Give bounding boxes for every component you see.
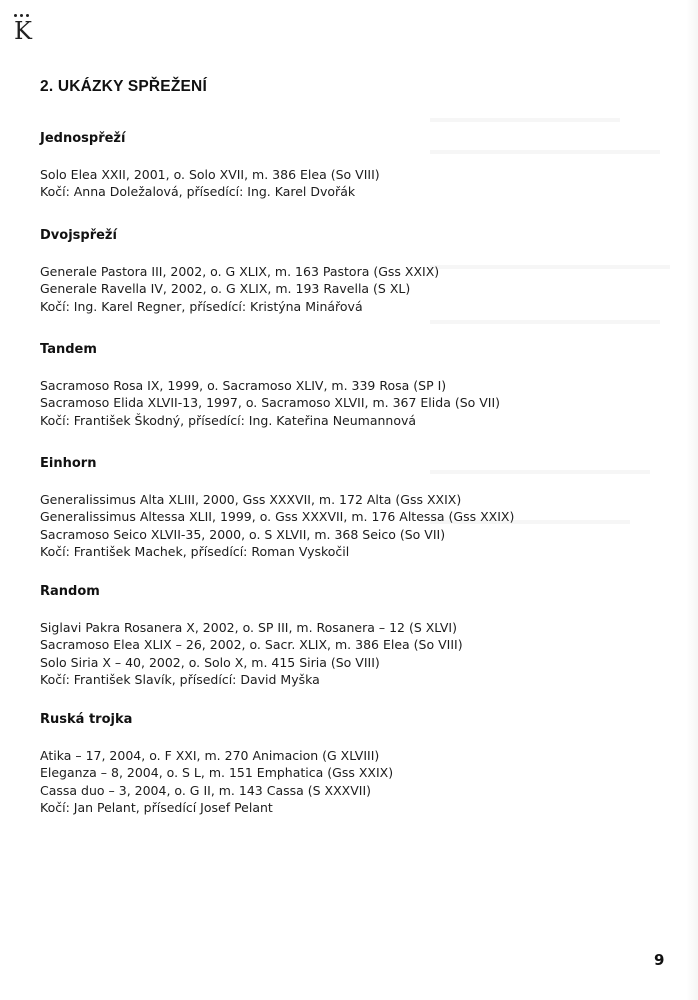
section-line: Kočí: František Slavík, přísedící: David Myška [40,671,320,687]
section-lines [40,263,638,315]
section-lines [40,491,638,560]
section-line: Sacramoso Seico XLVII-35, 2000, o. S XLVII, m. 368 Seico (So VII) [40,526,446,542]
section-line: Solo Elea XXII, 2001, o. Solo XVII, m. 386 Elea (So VIII) [40,167,380,182]
publisher-logo [14,14,36,54]
logo-letter: K [14,17,32,45]
section-line: Kočí: Ing. Karel Regner, přísedící: Kristýna Minářová [40,298,363,314]
section-line: Eleganza – 8, 2004, o. S L, m. 151 Emphatica (Gss XXIX) [40,765,394,781]
section-heading: Einhorn [40,456,97,471]
section-einhorn [40,456,638,560]
section-lines [40,166,638,201]
section-line: Sacramoso Elida XLVII-13, 1997, o. Sacramoso XLVII, m. 367 Elida (So VII) [40,395,501,411]
section-tandem [40,342,638,429]
section-ruska-trojka [40,712,638,816]
section-heading: Dvojspřeží [40,228,117,243]
show-through [430,320,660,324]
section-line: Siglavi Pakra Rosanera X, 2002, o. SP III, m. Rosanera – 12 (S XLVI) [40,620,457,635]
section-heading: Jednospřeží [40,131,126,146]
section-heading: Tandem [40,342,97,357]
section-line: Solo Siria X – 40, 2002, o. Solo X, m. 415 Siria (So VIII) [40,654,380,670]
section-line: Sacramoso Rosa IX, 1999, o. Sacramoso XLIV, m. 339 Rosa (SP I) [40,378,447,393]
section-line: Cassa duo – 3, 2004, o. G II, m. 143 Cassa (S XXXVII) [40,782,372,798]
section-line: Generale Ravella IV, 2002, o. G XLIX, m. 193 Ravella (S XL) [40,281,411,297]
section-line: Atika – 17, 2004, o. F XXI, m. 270 Animacion (G XLVIII) [40,748,380,763]
page-number: 9 [654,951,665,969]
page-title: 2. UKÁZKY SPŘEŽENÍ [40,78,207,95]
section-heading: Ruská trojka [40,712,133,727]
section-lines [40,377,638,429]
section-random [40,584,638,688]
section-line: Generale Pastora III, 2002, o. G XLIX, m. 163 Pastora (Gss XXIX) [40,264,440,279]
section-line: Kočí: František Škodný, přísedící: Ing. Kateřina Neumannová [40,412,417,428]
section-line: Kočí: Jan Pelant, přísedící Josef Pelant [40,799,273,815]
section-line: Sacramoso Elea XLIX – 26, 2002, o. Sacr. XLIX, m. 386 Elea (So VIII) [40,637,463,653]
section-lines [40,619,638,688]
section-heading: Random [40,584,100,599]
section-dvojsprezi [40,228,638,315]
section-line: Kočí: Anna Doležalová, přísedící: Ing. Karel Dvořák [40,184,356,200]
section-line: Kočí: František Machek, přísedící: Roman Vyskočil [40,543,350,559]
section-line: Generalissimus Alta XLIII, 2000, Gss XXXVII, m. 172 Alta (Gss XXIX) [40,492,462,507]
show-through [430,118,620,122]
section-lines [40,747,638,816]
page-edge-shadow [686,0,698,1000]
section-jednosprezi [40,131,638,201]
section-line: Generalissimus Altessa XLII, 1999, o. Gss XXXVII, m. 176 Altessa (Gss XXIX) [40,509,515,525]
